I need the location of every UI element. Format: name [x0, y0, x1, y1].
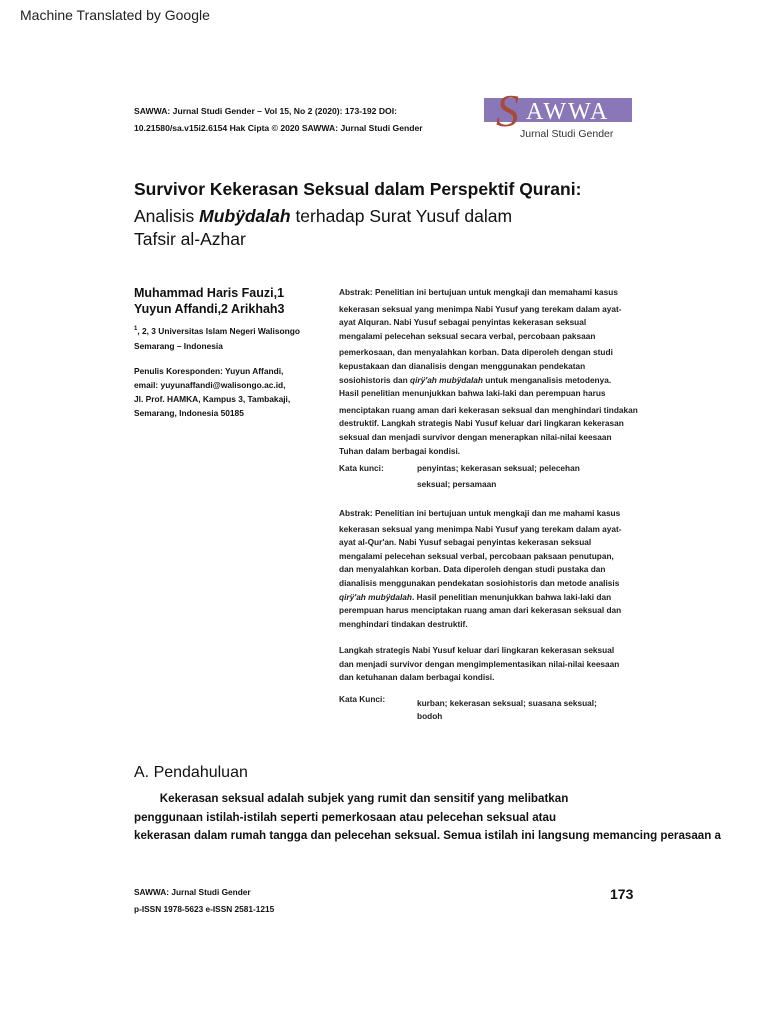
paper-subtitle: Analisis Mubÿdalah terhadap Surat Yusuf dalam Tafsir al-Azhar	[134, 206, 513, 249]
sawwa-logo	[482, 86, 634, 142]
journal-header-line: SAWWA: Jurnal Studi Gender – Vol 15, No 2 (2020): 173-192 DOI:	[134, 106, 397, 116]
author-line: Yuyun Affandi,2 Arikhah3	[134, 302, 285, 316]
keywords-label: Kata kunci:	[339, 463, 384, 473]
journal-header	[134, 103, 454, 137]
page-footer	[134, 884, 274, 918]
page-number: 173	[610, 886, 634, 902]
journal-header-line: 10.21580/sa.v15i2.6154 Hak Cipta © 2020 SAWWA: Jurnal Studi Gender	[134, 123, 423, 133]
footer-issn: p-ISSN 1978-5623 e-ISSN 2581-1215	[134, 904, 275, 914]
body-paragraph: Kekerasan seksual adalah subjek yang rumit dan sensitif yang melibatkan penggunaan istilah-istilah seperti pemerkosaan atau pelecehan seksual atau kekerasan dalam rumah tangga dan pelecehan seksual. Semua istilah ini langsung memancing perasaan a	[134, 792, 721, 842]
keywords-label: Kata Kunci:	[339, 694, 386, 704]
logo-title: AWWA	[526, 99, 610, 125]
keywords-values: penyintas; kekerasan seksual; pelecehan seksual; persamaan	[417, 463, 580, 489]
section-heading: A. Pendahuluan	[134, 764, 248, 781]
correspondent-info: Penulis Koresponden: Yuyun Affandi, email: yuyunaffandi@walisongo.ac.id, Jl. Prof. HAMKA, Kampus 3, Tambakaji, Semarang, Indonesia 50185	[134, 364, 324, 420]
author-line: Muhammad Haris Fauzi,1	[134, 286, 285, 300]
keywords-values: kurban; kekerasan seksual; suasana seksual; bodoh	[417, 698, 597, 721]
footer-journal: SAWWA: Jurnal Studi Gender	[134, 887, 251, 897]
affiliation: $^1$, 2, 3 Universitas Islam Negeri Walisongo Semarang – Indonesia	[134, 325, 300, 351]
correspondent-email: email: yuyunaffandi@walisongo.ac.id,	[134, 380, 286, 390]
machine-translated-banner: Machine Translated by Google	[20, 7, 210, 23]
abstract-continuation: Langkah strategis Nabi Yusuf keluar dari lingkaran kekerasan seksual dan menjadi survivor dengan mengimplementasikan nilai-nilai keesaan dan ketuhanan dalam berbagai kondisi.	[339, 645, 620, 683]
author-list	[134, 285, 324, 317]
paper-title: Survivor Kekerasan Seksual dalam Perspektif Qurani:	[134, 179, 582, 199]
title-italic-term: Mubÿdalah	[199, 206, 291, 226]
logo-subtitle: Jurnal Studi Gender	[520, 128, 614, 140]
abstract-secondary: Abstrak: Penelitian ini bertujuan untuk mengkaji dan me mahami kasus kekerasan seksual yang menimpa Nabi Yusuf yang terekam dalam ayat- ayat al-Qur'an. Nabi Yusuf sebagai penyintas kekerasan seksual mengalami pelecehan seksual verbal, percobaan paksaan penutupan, dan menyalahkan korban. Data diperoleh dengan studi pustaka dan dianalisis menggunakan pendekatan sosiohistoris dan metode analisis qirÿ'ah mubÿdalah. Hasil penelitian menunjukkan bahwa laki-laki dan perempuan harus menciptakan ruang aman dari kekerasan seksual dan menghindari tindakan destruktif.	[339, 508, 622, 629]
abstract-primary: Abstrak: Penelitian ini bertujuan untuk mengkaji dan memahami kasus kekerasan seksual yang menimpa Nabi Yusuf yang terekam dalam ayat- ayat Alquran. Nabi Yusuf sebagai penyintas kekerasan seksual mengalami pelecehan seksual secara verbal, percobaan paksaan pemerkosaan, dan menyalahkan korban. Data diperoleh dengan studi kepustakaan dan dianalisis dengan menggunakan pendekatan sosiohistoris dan qirÿ'ah mubÿdalah untuk menganalisis metodenya. Hasil penelitian menunjukkan bahwa laki-laki dan perempuan harus menciptakan ruang aman dari kekerasan seksual dan menghindari tindakan destruktif. Langkah strategis Nabi Yusuf keluar dari lingkaran kekerasan seksual dan menjadi survivor dengan menerapkan nilai-nilai keesaan Tuhan dalam berbagai kondisi.	[339, 287, 638, 456]
logo-initial: S	[496, 86, 519, 136]
